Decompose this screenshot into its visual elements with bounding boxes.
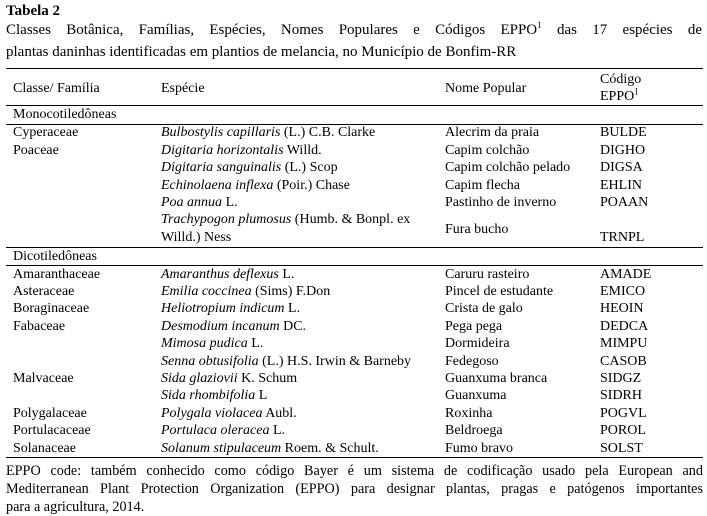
cell-codigo-eppo: CASOB [600, 353, 647, 369]
table-footnote [6, 462, 703, 516]
species-author: K. Schum [237, 371, 298, 386]
cell-especie [161, 142, 322, 159]
cell-familia: Asteraceae [13, 284, 75, 299]
species-name: Sida glaziovii [161, 371, 238, 386]
cell-nome-popular: Capim colchão pelado [445, 160, 571, 176]
section-heading: Dicotiledôneas [13, 249, 97, 265]
species-name: Sida rhombifolia [161, 388, 256, 404]
cell-nome-popular: Guanxuma branca [445, 371, 548, 386]
cell-codigo-eppo: EHLIN [600, 177, 642, 193]
species-name: Trachypogon plumosus [161, 212, 292, 228]
species-name: Polygala violacea [161, 405, 263, 421]
cell-codigo-eppo: SIDGZ [600, 371, 642, 386]
table-row [6, 177, 703, 194]
cell-nome-popular: Guanxuma [445, 388, 507, 404]
header-codigo [600, 71, 641, 105]
table-row [6, 142, 703, 159]
species-author: L. [222, 195, 238, 210]
cell-codigo-eppo: MIMPU [600, 336, 648, 352]
cell-especie [161, 405, 297, 422]
cell-nome-popular: Fumo bravo [445, 440, 514, 456]
table-row [6, 422, 703, 439]
cell-nome-popular: Pega pega [445, 318, 503, 334]
cell-codigo-eppo: POGVL [600, 405, 647, 421]
species-name: Emilia coccinea [161, 284, 252, 299]
cell-nome-popular: Crista de galo [445, 301, 523, 317]
footnote-line-1: EPPO code: também conhecido como código Bayer é um sistema de codificação usado pela European and [6, 463, 703, 479]
species-author: L. [269, 423, 286, 439]
cell-familia: Boraginaceae [13, 301, 90, 317]
cell-especie [161, 283, 330, 300]
header-codigo-eppo: EPPO [600, 89, 635, 104]
species-author: L. [278, 266, 295, 282]
cell-familia: Fabaceae [13, 318, 66, 334]
cell-especie [161, 353, 411, 370]
cell-nome-popular: Roxinha [445, 405, 493, 421]
cell-codigo-eppo: SOLST [600, 440, 643, 456]
caption-line-1-tail: das 17 espécies de [541, 22, 702, 38]
cell-familia: Amaranthaceae [13, 266, 101, 282]
species-author: (L.) C.B. Clarke [280, 125, 376, 141]
table-caption [6, 19, 702, 63]
cell-especie [161, 318, 306, 335]
header-nome: Nome Popular [445, 81, 527, 96]
table-row [6, 387, 703, 404]
species-name: Mimosa pudica [161, 336, 248, 352]
cell-especie [161, 194, 238, 211]
cell-codigo-eppo: DIGHO [600, 142, 646, 158]
cell-especie [161, 370, 297, 387]
species-name: Bulbostylis capillaris [161, 125, 281, 141]
species-author: Roem. & Schult. [281, 440, 379, 456]
cell-codigo-eppo: AMADE [600, 266, 652, 282]
cell-especie [161, 335, 263, 352]
species-author: Willd. [283, 142, 322, 158]
cell-nome-popular: Dormideira [445, 336, 510, 352]
footnote-line-3: para a agricultura, 2014. [6, 499, 145, 515]
cell-codigo-eppo: DIGSA [600, 160, 643, 176]
cell-nome-popular: Capim colchão [445, 142, 530, 158]
cell-codigo-eppo: TRNPL [600, 229, 645, 245]
species-author: (Poir.) Chase [273, 177, 350, 193]
footnote-line-2: Mediterranean Plant Protection Organization (EPPO) para designar plantas, pragas e patógenos importantes [6, 481, 703, 497]
cell-familia: Poaceae [13, 142, 59, 158]
cell-nome-popular: Capim flecha [445, 177, 521, 193]
table-row [6, 300, 703, 317]
table-header-row [6, 80, 703, 97]
cell-nome-popular: Caruru rasteiro [445, 266, 530, 282]
cell-especie [161, 422, 285, 439]
cell-codigo-eppo: HEOIN [600, 301, 644, 317]
cell-especie [161, 124, 375, 141]
species-author: (Humb. & Bonpl. ex [291, 212, 411, 228]
species-name: Portulaca oleracea [161, 423, 270, 439]
cell-nome-popular: Beldroega [445, 423, 503, 439]
species-author: L. [247, 336, 264, 352]
species-name: Senna obtusifolia [161, 353, 259, 369]
cell-especie [161, 211, 431, 246]
cell-codigo-eppo: POAAN [600, 195, 649, 210]
species-name: Heliotropium indicum [161, 301, 285, 317]
cell-especie [161, 159, 338, 176]
species-author: DC. [279, 318, 307, 334]
section-heading: Monocotiledôneas [13, 107, 117, 122]
species-author: Aubl. [262, 405, 297, 421]
header-codigo-superscript: 1 [634, 86, 639, 97]
cell-nome-popular: Pincel de estudante [445, 284, 554, 299]
table-row [6, 283, 703, 300]
cell-especie [161, 177, 350, 194]
cell-nome-popular: Fedegoso [445, 353, 499, 369]
species-name: Digitaria horizontalis [161, 142, 284, 158]
table-row [6, 370, 703, 387]
table-row [6, 194, 703, 211]
caption-line-1-text: Classes Botânica, Famílias, Espécies, Nomes Populares e Códigos EPPO [6, 22, 538, 38]
cell-especie [161, 387, 267, 404]
header-classe: Classe/ Família [13, 81, 100, 96]
species-author: (Sims) F.Don [251, 284, 331, 299]
header-especie: Espécie [161, 81, 205, 96]
caption-superscript: 1 [537, 20, 542, 30]
species-author: (L.) Scop [281, 160, 338, 176]
table-row [6, 353, 703, 370]
cell-familia: Portulacaceae [13, 423, 91, 439]
cell-nome-popular: Pastinho de inverno [445, 195, 557, 210]
cell-familia: Cyperaceae [13, 125, 79, 141]
species-author: L. [284, 301, 301, 317]
cell-especie [161, 266, 294, 283]
caption-line-2: plantas daninhas identificadas em plantios de melancia, no Município de Bonfim-RR [6, 44, 517, 60]
table-row [6, 159, 703, 176]
table-row [6, 318, 703, 335]
table-label: Tabela 2 [6, 3, 61, 19]
cell-nome-popular: Fura bucho [445, 221, 509, 237]
species-name: Poa annua [161, 195, 223, 210]
table-row [6, 335, 703, 352]
table-bottom-rule [6, 457, 703, 458]
cell-codigo-eppo: EMICO [600, 284, 646, 299]
cell-codigo-eppo: BULDE [600, 125, 647, 141]
species-name: Desmodium incanum [161, 318, 280, 334]
cell-familia: Malvaceae [13, 371, 74, 386]
cell-familia: Polygalaceae [13, 405, 87, 421]
header-codigo-line1: Código [600, 72, 642, 87]
cell-familia: Solanaceae [13, 440, 76, 456]
species-author: (L.) H.S. Irwin & Barneby [258, 353, 412, 369]
caption-line-1 [6, 19, 702, 41]
species-author: L [255, 388, 268, 404]
header-codigo-line2 [600, 88, 641, 105]
species-author-continued: Willd.) Ness [161, 229, 232, 245]
table-row [6, 266, 703, 283]
table-row [6, 405, 703, 422]
section-divider-rule [6, 247, 703, 248]
cell-especie [161, 440, 379, 457]
table-row [6, 211, 703, 246]
species-name: Digitaria sanguinalis [161, 160, 282, 176]
cell-especie [161, 300, 300, 317]
table-row [6, 440, 703, 457]
species-name: Echinolaena inflexa [161, 177, 274, 193]
table-row [6, 124, 703, 141]
species-name: Amaranthus deflexus [161, 266, 279, 282]
cell-nome-popular: Alecrim da praia [445, 125, 540, 141]
table-top-rule [6, 68, 703, 69]
cell-codigo-eppo: POROL [600, 423, 646, 439]
species-name: Solanum stipulaceum [161, 440, 282, 456]
cell-codigo-eppo: DEDCA [600, 318, 649, 334]
cell-codigo-eppo: SIDRH [600, 388, 643, 404]
